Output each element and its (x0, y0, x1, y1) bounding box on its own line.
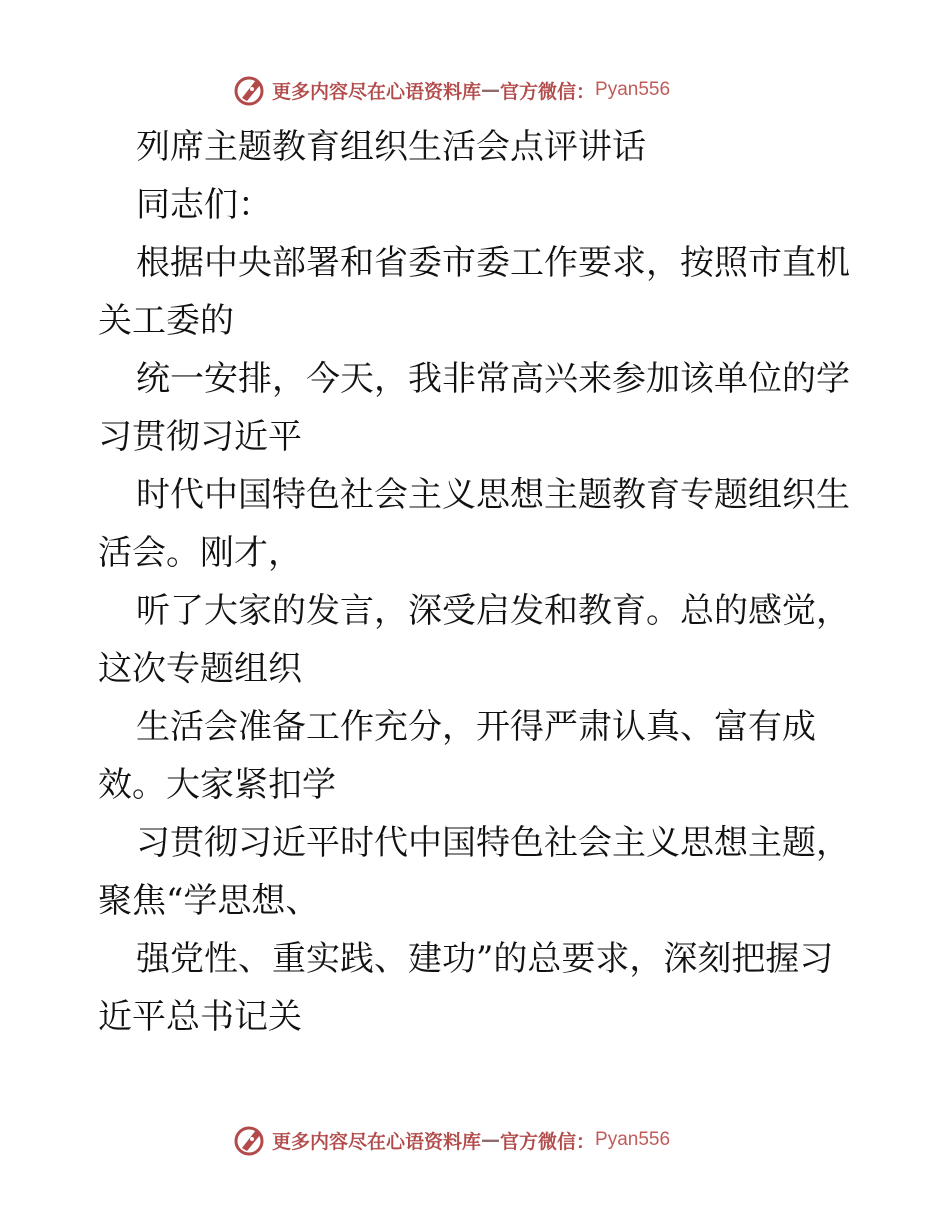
paragraph-line: 强党性、重实践、建功”的总要求，深刻把握习 (136, 939, 834, 979)
paragraph-line: 听了大家的发言，深受启发和教育。总的感觉， (136, 591, 850, 631)
banner-site-text: 更多内容尽在心语资料库 (272, 1130, 482, 1153)
paragraph-line: 习贯彻习近平时代中国特色社会主义思想主题， (136, 823, 850, 863)
document-title: 列席主题教育组织生活会点评讲话 (136, 127, 646, 167)
banner-wechat-id: Pyan556 (595, 1129, 671, 1150)
paragraph-line: 同志们： (136, 185, 272, 225)
paragraph-line: 这次专题组织 (98, 649, 302, 689)
pen-nib-logo-icon (232, 72, 268, 108)
document-body (98, 118, 868, 1046)
header-banner (232, 72, 670, 108)
paragraph-line: 生活会准备工作充分，开得严肃认真、富有成 (136, 707, 816, 747)
paragraph-line: 活会。刚才， (98, 533, 302, 573)
footer-banner (232, 1122, 670, 1158)
banner-dash: — (481, 1129, 501, 1151)
pen-nib-logo-icon (232, 1122, 268, 1158)
banner-wechat-label: 官方微信： (500, 1130, 596, 1153)
paragraph-line: 根据中央部署和省委市委工作要求，按照市直机 (136, 243, 850, 283)
banner-wechat-id: Pyan556 (595, 79, 671, 100)
paragraph-line: 效。大家紧扣学 (98, 765, 336, 805)
paragraph-line: 聚焦“学思想、 (98, 881, 320, 921)
paragraph-line: 统一安排，今天，我非常高兴来参加该单位的学 (136, 359, 850, 399)
banner-wechat-label: 官方微信： (500, 80, 596, 103)
banner-site-text: 更多内容尽在心语资料库 (272, 80, 482, 103)
paragraph-line: 习贯彻习近平 (98, 417, 302, 457)
paragraph-line: 时代中国特色社会主义思想主题教育专题组织生 (136, 475, 850, 515)
paragraph-line: 近平总书记关 (98, 997, 302, 1037)
banner-dash: — (481, 79, 501, 101)
paragraph-line: 关工委的 (98, 301, 234, 341)
